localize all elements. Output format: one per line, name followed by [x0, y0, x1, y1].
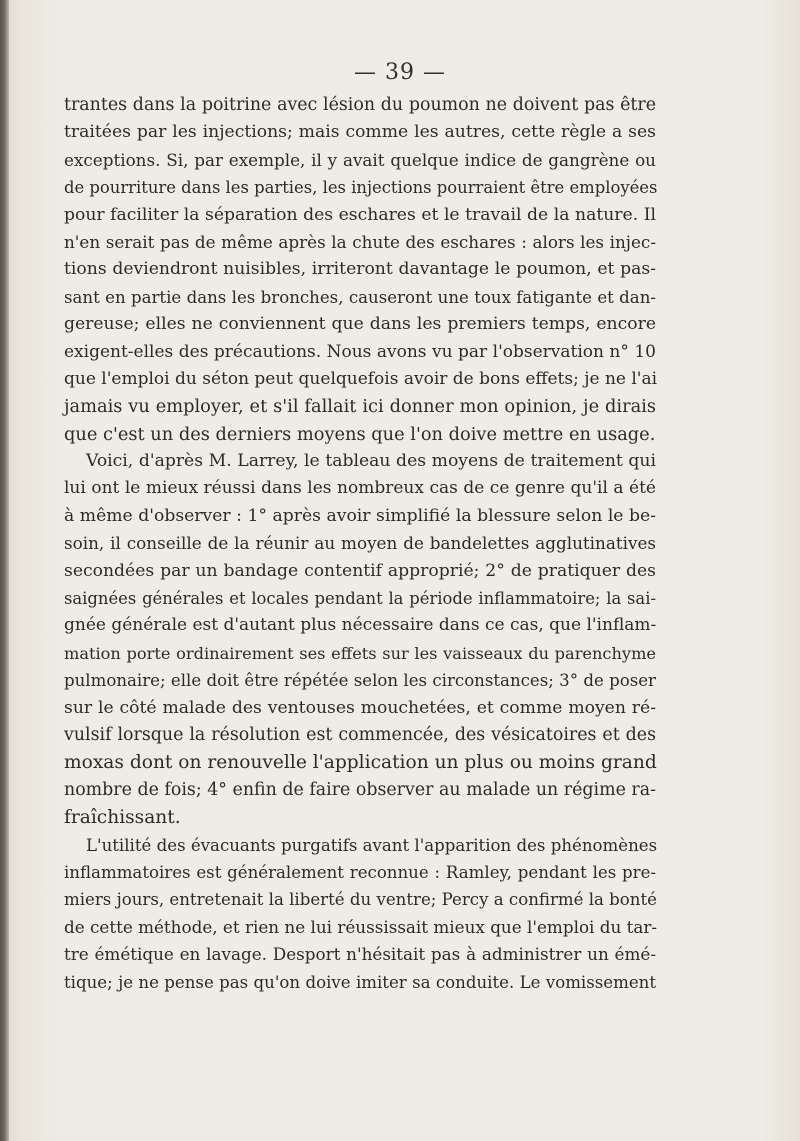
page-number: — 39 — [354, 60, 446, 85]
text-line: jamais vu employer, et s'il fallait ici donner mon opinion, je dirais [64, 396, 656, 418]
text-line: de cette méthode, et rien ne lui réussissait mieux que l'emploi du tar- [64, 916, 658, 937]
text-line: à même d'observer : 1° après avoir simplifié la blessure selon le be- [64, 505, 656, 526]
text-line: tique; je ne pense pas qu'on doive imiter sa conduite. Le vomissement [64, 972, 656, 992]
text-line: Voici, d'après M. Larrey, le tableau des moyens de traitement qui [86, 451, 656, 472]
text-line: tions deviendront nuisibles, irriteront davantage le poumon, et pas- [64, 259, 656, 280]
text-line: que l'emploi du séton peut quelquefois avoir de bons effets; je ne l'ai [64, 368, 658, 389]
text-line: nombre de fois; 4° enfin de faire observer au malade un régime ra- [64, 779, 656, 800]
text-line: fraîchissant. [64, 807, 181, 829]
text-line: n'en serait pas de même après la chute des eschares : alors les injec- [64, 231, 656, 252]
text-line: mation porte ordinairement ses effets sur les vaisseaux du parenchyme [64, 643, 656, 663]
text-line: L'utilité des évacuants purgatifs avant l'apparition des phénomènes [86, 835, 658, 855]
text-line: saignées générales et locales pendant la période inflammatoire; la sai- [64, 589, 656, 609]
text-line: trantes dans la poitrine avec lésion du poumon ne doivent pas être [64, 95, 656, 115]
text-line: vulsif lorsque la résolution est commencée, des vésicatoires et des [64, 724, 656, 745]
text-line: tre émétique en lavage. Desport n'hésitait pas à administrer un émé- [64, 944, 656, 965]
text-line: lui ont le mieux réussi dans les nombreux cas de ce genre qu'il a été [64, 478, 656, 499]
text-line: sur le côté malade des ventouses mouchetées, et comme moyen ré- [64, 697, 656, 718]
text-line: exceptions. Si, par exemple, il y avait quelque indice de gangrène ou [64, 149, 656, 170]
text-line: pour faciliter la séparation des eschares et le travail de la nature. Il [64, 204, 656, 225]
text-line: traitées par les injections; mais comme les autres, cette règle a ses [64, 122, 656, 143]
text-line: moxas dont on renouvelle l'application un plus ou moins grand [64, 752, 657, 774]
text-line: inflammatoires est généralement reconnue : Ramley, pendant les pre- [64, 862, 656, 882]
text-line: sant en partie dans les bronches, causeront une toux fatigante et dan- [64, 287, 656, 307]
text-line: gereuse; elles ne conviennent que dans les premiers temps, encore [64, 314, 656, 335]
text-line: miers jours, entretenait la liberté du ventre; Percy a confirmé la bonté [64, 890, 657, 910]
text-line: pulmonaire; elle doit être répétée selon les circonstances; 3° de poser [64, 671, 656, 691]
body-text [64, 92, 656, 996]
text-line: de pourriture dans les parties, les injections pourraient être employées [64, 178, 658, 198]
binding-edge [0, 0, 9, 1141]
text-line: exigent-elles des précautions. Nous avons vu par l'observation n° 10 [64, 341, 656, 362]
text-line: que c'est un des derniers moyens que l'on doive mettre en usage. [64, 423, 656, 445]
text-line: secondées par un bandage contentif approprié; 2° de pratiquer des [64, 560, 656, 581]
text-line: soin, il conseille de la réunir au moyen de bandelettes agglutinatives [64, 533, 656, 554]
text-line: gnée générale est d'autant plus nécessaire dans ce cas, que l'inflam- [64, 615, 657, 636]
